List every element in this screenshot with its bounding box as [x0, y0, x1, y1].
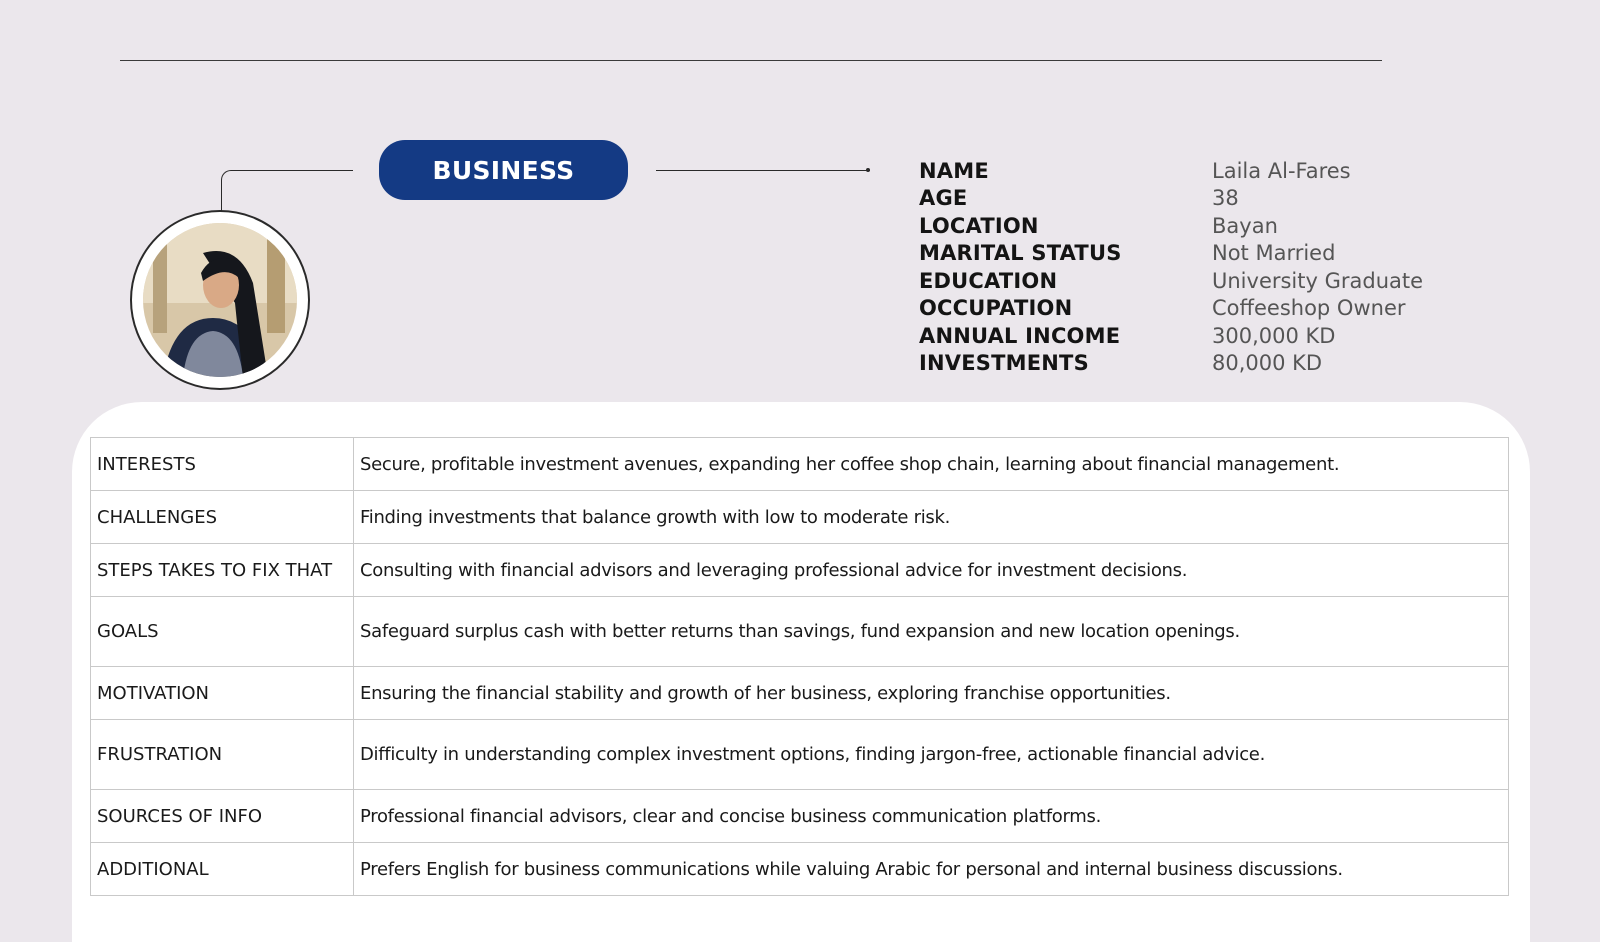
- profile-value: University Graduate: [1212, 268, 1424, 293]
- row-label: ADDITIONAL: [91, 843, 354, 896]
- profile-value: Coffeeshop Owner: [1212, 296, 1406, 321]
- row-value: Safeguard surplus cash with better returns than savings, fund expansion and new location openings.: [354, 597, 1509, 667]
- profile-row-investments: [919, 350, 1559, 378]
- table-row: [91, 843, 1509, 896]
- row-label: SOURCES OF INFO: [91, 790, 354, 843]
- profile-row-name: [919, 157, 1559, 185]
- segment-badge: BUSINESS: [379, 140, 628, 200]
- connector-dot: [866, 168, 870, 172]
- profile-row-occupation: [919, 295, 1559, 323]
- table-row: [91, 438, 1509, 491]
- row-value: Secure, profitable investment avenues, expanding her coffee shop chain, learning about financial management.: [354, 438, 1509, 491]
- profile-connector-line: [656, 170, 870, 171]
- row-label: MOTIVATION: [91, 667, 354, 720]
- profile-label: MARITAL STATUS: [919, 241, 1122, 266]
- row-value: Professional financial advisors, clear and concise business communication platforms.: [354, 790, 1509, 843]
- top-divider: [120, 60, 1382, 61]
- table-row: [91, 597, 1509, 667]
- profile-value: Bayan: [1212, 213, 1278, 238]
- table-row: [91, 544, 1509, 597]
- table-row: [91, 790, 1509, 843]
- table-row: [91, 491, 1509, 544]
- row-value: Consulting with financial advisors and leveraging professional advice for investment decisions.: [354, 544, 1509, 597]
- profile-label: NAME: [919, 158, 989, 183]
- persona-details-table: [90, 437, 1509, 896]
- profile-label: AGE: [919, 186, 968, 211]
- profile-label: ANNUAL INCOME: [919, 323, 1121, 348]
- profile-label: OCCUPATION: [919, 296, 1073, 321]
- profile-label: EDUCATION: [919, 268, 1058, 293]
- profile-value: 38: [1212, 186, 1239, 211]
- profile-value: 80,000 KD: [1212, 351, 1323, 376]
- row-value: Finding investments that balance growth with low to moderate risk.: [354, 491, 1509, 544]
- profile-row-education: [919, 267, 1559, 295]
- profile-value: 300,000 KD: [1212, 323, 1336, 348]
- profile-row-marital-status: [919, 240, 1559, 268]
- profile-label: INVESTMENTS: [919, 351, 1089, 376]
- table-row: [91, 667, 1509, 720]
- avatar-connector-line: [221, 170, 353, 211]
- row-value: Ensuring the financial stability and growth of her business, exploring franchise opportunities.: [354, 667, 1509, 720]
- profile-value: Laila Al-Fares: [1212, 158, 1351, 183]
- avatar-frame: [130, 210, 310, 390]
- profile-row-location: [919, 212, 1559, 240]
- profile-details: [919, 157, 1559, 377]
- row-value: Prefers English for business communications while valuing Arabic for personal and internal business discussions.: [354, 843, 1509, 896]
- table-row: [91, 720, 1509, 790]
- row-label: CHALLENGES: [91, 491, 354, 544]
- row-value: Difficulty in understanding complex investment options, finding jargon-free, actionable financial advice.: [354, 720, 1509, 790]
- profile-row-annual-income: [919, 322, 1559, 350]
- person-photo-icon: [143, 223, 297, 377]
- profile-row-age: [919, 185, 1559, 213]
- row-label: INTERESTS: [91, 438, 354, 491]
- row-label: FRUSTRATION: [91, 720, 354, 790]
- row-label: STEPS TAKES TO FIX THAT: [91, 544, 354, 597]
- row-label: GOALS: [91, 597, 354, 667]
- profile-label: LOCATION: [919, 213, 1039, 238]
- profile-value: Not Married: [1212, 241, 1336, 266]
